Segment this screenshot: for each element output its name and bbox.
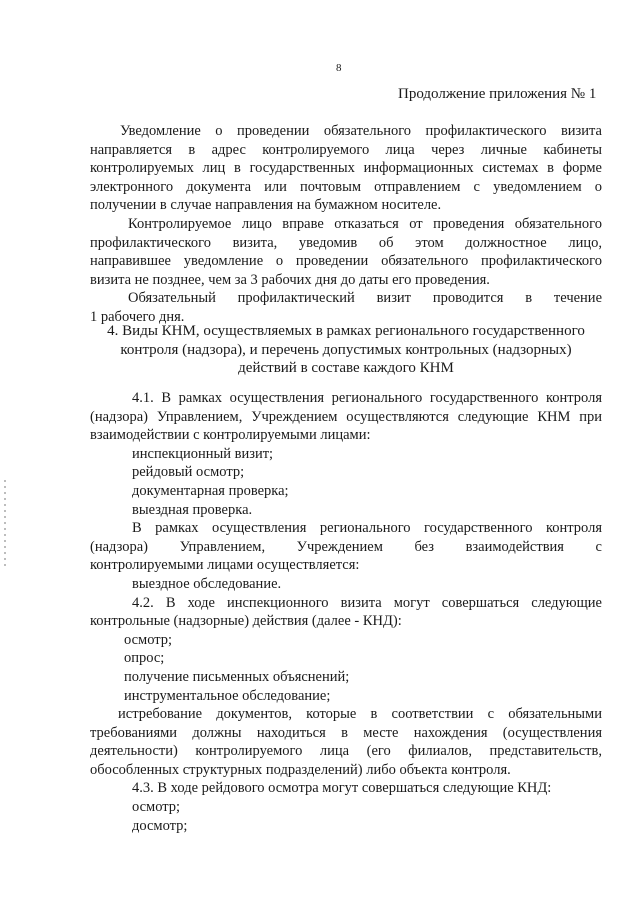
text-line: направляется в адрес контролируемого лица через личные кабинеты bbox=[90, 141, 602, 158]
text-line: взаимодействии с контролируемыми лицами: bbox=[90, 427, 371, 444]
text-line: деятельности) контролируемого лица (его филиалов, представительств, bbox=[90, 743, 602, 760]
text-line: выездное обследование. bbox=[132, 575, 282, 592]
text-line: получение письменных объяснений; bbox=[124, 668, 350, 685]
text-line: (надзора) Управлением, Учреждением без взаимодействия с bbox=[90, 538, 602, 555]
paragraph bbox=[90, 705, 602, 779]
text-line: 4.3. В ходе рейдового осмотра могут совершаться следующие КНД: bbox=[132, 780, 552, 797]
text-line: рейдовый осмотр; bbox=[132, 464, 245, 481]
text-line: истребование документов, которые в соответствии с обязательными bbox=[118, 706, 602, 723]
text-line: выездная проверка. bbox=[132, 501, 253, 518]
paragraph bbox=[90, 289, 602, 326]
text-line: инструментальное обследование; bbox=[124, 687, 331, 704]
list-item bbox=[90, 463, 602, 482]
page-number: 8 bbox=[336, 62, 342, 74]
text-line: профилактического визита, уведомив об этом должностное лицо, bbox=[90, 234, 602, 251]
text-line: требованиями должны находиться в месте нахождения (осуществления bbox=[90, 724, 602, 741]
notification-rules-section bbox=[90, 122, 602, 327]
text-line: 4.1. В рамках осуществления регионального государственного контроля bbox=[132, 390, 602, 406]
list-item bbox=[90, 687, 602, 706]
text-line: электронного документа или почтовым отправлением с уведомлением о bbox=[90, 178, 602, 195]
text-line: опрос; bbox=[124, 650, 165, 667]
text-line: инспекционный визит; bbox=[132, 445, 274, 462]
scan-margin-mark bbox=[4, 480, 6, 570]
text-line: документарная проверка; bbox=[132, 482, 289, 499]
text-line: осмотр; bbox=[124, 631, 173, 648]
text-line: контролируемыми лицами осуществляется: bbox=[90, 557, 360, 574]
paragraph bbox=[90, 389, 602, 445]
text-line: Контролируемое лицо вправе отказаться от проведения обязательного bbox=[128, 215, 602, 232]
list-item bbox=[90, 445, 602, 464]
text-line: осмотр; bbox=[132, 799, 181, 816]
heading-line: контроля (надзора), и перечень допустимых контрольных (надзорных) bbox=[120, 341, 572, 358]
section-4-heading bbox=[90, 322, 602, 378]
text-line: контролируемых лиц в государственных информационных системах в форме bbox=[90, 160, 602, 177]
heading-line: 4. Виды КНМ, осуществляемых в рамках регионального государственного bbox=[107, 323, 585, 339]
section-4-body bbox=[90, 389, 602, 835]
text-line: получении в случае направления на бумажном носителе. bbox=[90, 197, 442, 214]
text-line: досмотр; bbox=[132, 817, 188, 834]
list-item bbox=[90, 501, 602, 520]
text-line: визита не позднее, чем за 3 рабочих дня до даты его проведения. bbox=[90, 271, 490, 288]
paragraph bbox=[90, 594, 602, 631]
text-line: направившее уведомление о проведении обязательного профилактического bbox=[90, 253, 602, 270]
list-item bbox=[90, 631, 602, 650]
list-item bbox=[90, 779, 602, 798]
text-line: обособленных структурных подразделений) либо объекта контроля. bbox=[90, 761, 511, 778]
list-item bbox=[90, 798, 602, 817]
appendix-continuation-note: Продолжение приложения № 1 bbox=[398, 86, 597, 102]
text-line: 1 рабочего дня. bbox=[90, 308, 185, 325]
text-line: В рамках осуществления регионального государственного контроля bbox=[132, 520, 602, 537]
text-line: (надзора) Управлением, Учреждением осуществляются следующие КНМ при bbox=[90, 408, 602, 425]
list-item bbox=[90, 482, 602, 501]
list-item bbox=[90, 817, 602, 836]
text-line: Обязательный профилактический визит проводится в течение bbox=[128, 290, 602, 307]
text-line: 4.2. В ходе инспекционного визита могут совершаться следующие bbox=[132, 594, 602, 611]
list-item bbox=[90, 575, 602, 594]
list-item bbox=[90, 649, 602, 668]
list-item bbox=[90, 668, 602, 687]
text-line: Уведомление о проведении обязательного профилактического визита bbox=[120, 123, 602, 139]
paragraph bbox=[90, 122, 602, 215]
heading-line: действий в составе каждого КНМ bbox=[238, 360, 454, 377]
paragraph bbox=[90, 519, 602, 575]
paragraph bbox=[90, 215, 602, 289]
text-line: контрольные (надзорные) действия (далее - КНД): bbox=[90, 613, 402, 630]
